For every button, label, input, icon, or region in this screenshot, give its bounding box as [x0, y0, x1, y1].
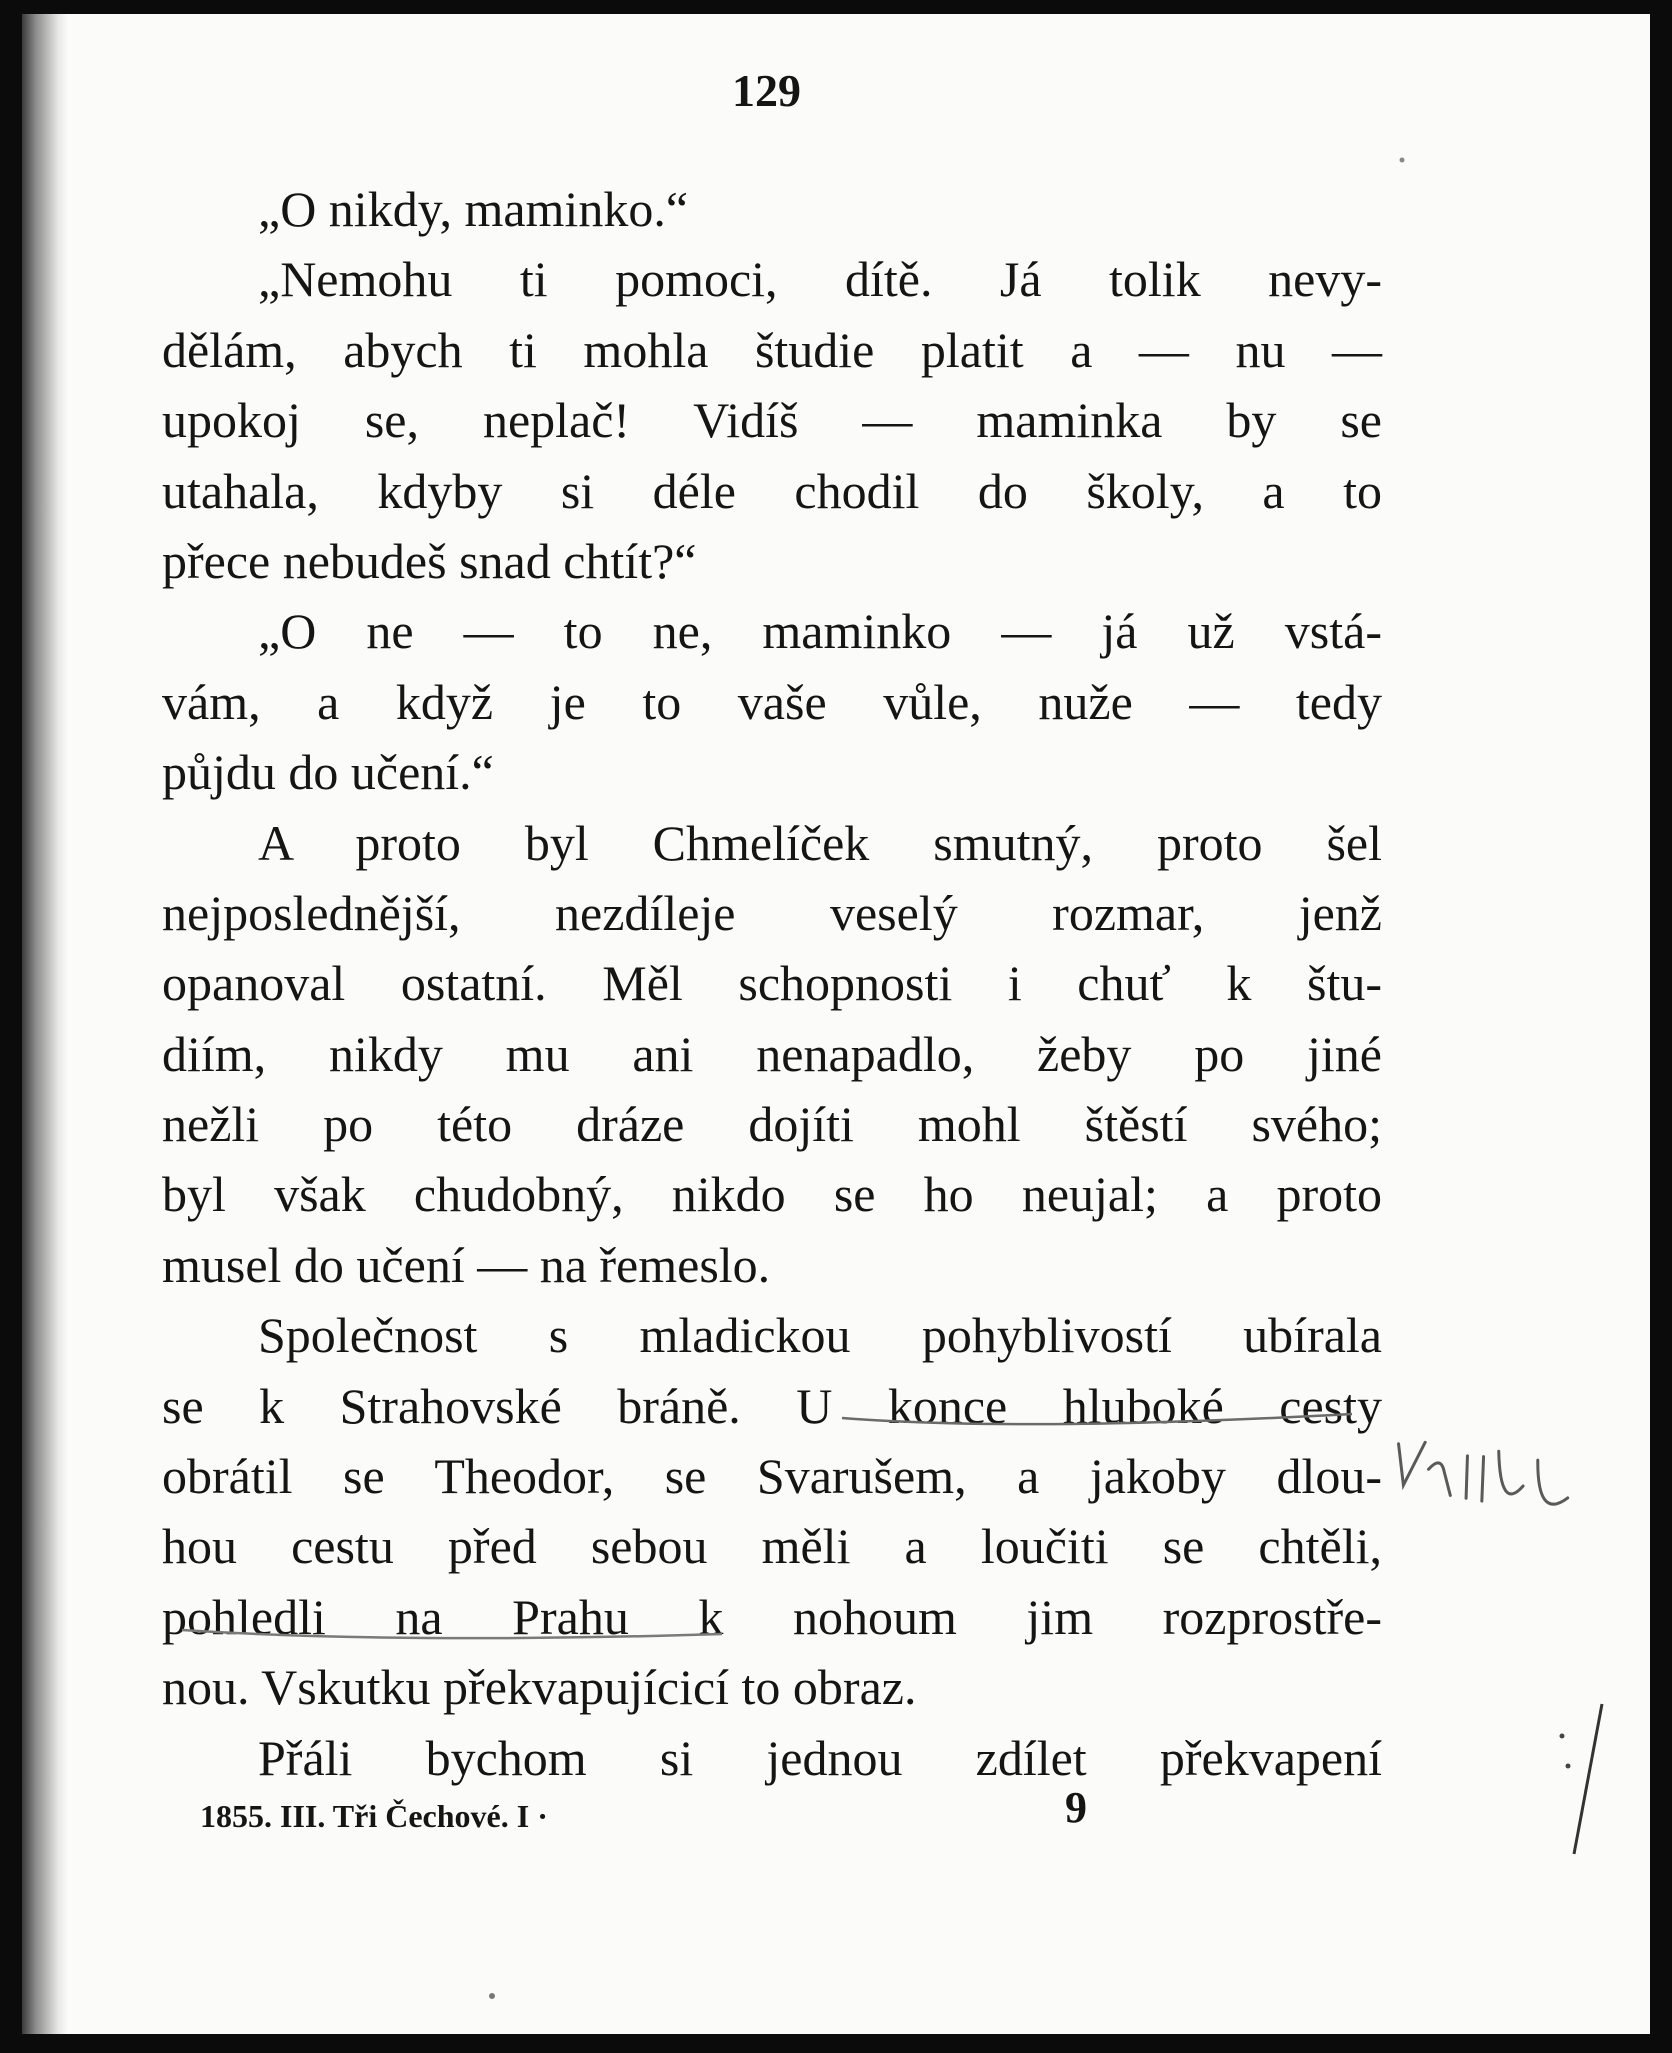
- text-line: nežli po této dráze dojíti mohl štěstí svého;: [162, 1096, 1382, 1153]
- text-line: přece nebudeš snad chtít?“: [162, 532, 697, 589]
- printer-signature: 1855. III. Tři Čechové. I ·: [200, 1798, 548, 1834]
- text-line: obrátil se Theodor, se Svarušem, a jakoby dlou-: [162, 1448, 1382, 1505]
- text-line: A proto byl Chmelíček smutný, proto šel: [258, 814, 1382, 871]
- text-line: půjdu do učení.“: [162, 744, 494, 801]
- book-page: [22, 14, 1650, 2034]
- text-line: vám, a když je to vaše vůle, nuže — tedy: [162, 673, 1382, 730]
- pencil-annotations: [22, 14, 1650, 2034]
- underline-mark-2: [182, 1630, 722, 1638]
- text-line: diím, nikdy mu ani nenapadlo, žeby po jiné: [162, 1025, 1382, 1082]
- text-line: se k Strahovské bráně. U konce hluboké cesty: [162, 1377, 1382, 1434]
- pencil-stroke: [1574, 1704, 1602, 1854]
- text-line: hou cestu před sebou měli a loučiti se chtěli,: [162, 1518, 1382, 1575]
- text-line: dělám, abych ti mohla študie platit a — nu —: [162, 321, 1382, 378]
- text-line: „O nikdy, maminko.“: [258, 181, 689, 237]
- text-line: byl však chudobný, nikdo se ho neujal; a proto: [162, 1166, 1382, 1223]
- underline-mark: [842, 1414, 1352, 1424]
- text-line: opanoval ostatní. Měl schopnosti i chuť k štu-: [162, 955, 1382, 1012]
- sheet-number: 9: [1065, 1783, 1087, 1832]
- handwritten-margin-note: [1391, 1400, 1579, 1515]
- text-line: utahala, kdyby si déle chodil do školy, a to: [162, 462, 1382, 519]
- text-line: nou. Vskutku překvapujícicí to obraz.: [162, 1659, 917, 1716]
- text-line: „O ne — to ne, maminko — já už vstá-: [258, 603, 1382, 660]
- text-line: „Nemohu ti pomoci, dítě. Já tolik nevy-: [258, 251, 1382, 308]
- text-line: upokoj se, neplač! Vidíš — maminka by se: [162, 392, 1382, 449]
- page-number: 129: [732, 65, 801, 116]
- text-line: nejposlednější, nezdíleje veselý rozmar, jenž: [162, 884, 1382, 941]
- text-line: Přáli bychom si jednou zdílet překvapení: [258, 1729, 1382, 1786]
- text-line: pohledli na Prahu k nohoum jim rozprostře-: [162, 1588, 1382, 1645]
- text-line: musel do učení — na řemeslo.: [162, 1236, 771, 1293]
- text-line: Společnost s mladickou pohyblivostí ubírala: [258, 1307, 1382, 1364]
